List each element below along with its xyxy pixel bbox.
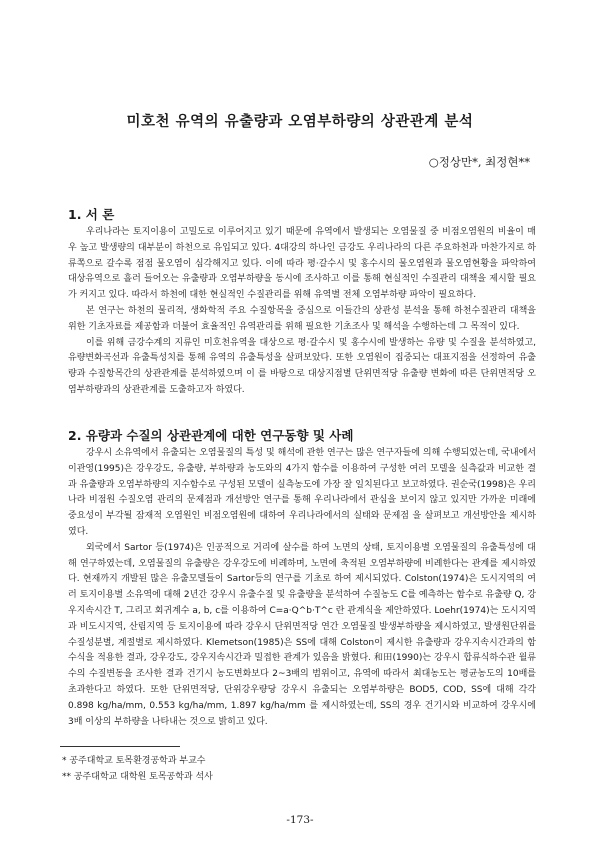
section-heading-research-trends: 2. 유량과 수질의 상관관계에 대한 연구동향 및 사례 (68, 428, 354, 443)
paragraph: 우리나라는 토지이용이 고밀도로 이루어지고 있기 때문에 유역에서 발생되는 오염물질 중 비점오염원의 비율이 매우 높고 발생량의 대부분이 하천으로 유입되고 있다. 4대강의 하나인 금강도 우리나라의 다른 주요하천과 마찬가지로 하류쪽으로 갈수록 점점 물오염이 심각해지고 있다. 이에 따라 평·갈수시 및 홍수시의 물오염원과 물오염현황을 파악하여 대상유역으로 흘러 들어오는 유출량과 오염부하량을 동시에 조사하고 이를 통해 현실적인 수질관리 대책을 제시할 필요가 커지고 있다. 따라서 하천에 대한 현실적인 수질관리를 위해 유역별 전체 오염부하량 파악이 필요하다. (68, 227, 536, 301)
paragraph: 이를 위해 금강수계의 지류인 미호천유역을 대상으로 평·갈수시 및 홍수시에 발생하는 유량 및 수질을 분석하였고, 유량변화곡선과 유출특성치를 통해 유역의 유출특성을 살펴보았다. 또한 오염원이 집중되는 대표지점을 선정하여 유출량과 수질항목간의 상관관계를 분석하였으며 이 를 바탕으로 대상지점별 단위면적당 유출량 변화에 따른 단위면적당 오염부하량과의 상관관계를 도출하고자 하였다. (68, 337, 536, 395)
section-body-research-trends (68, 446, 536, 730)
page-number: -173- (286, 814, 314, 826)
section-heading-introduction: 1. 서 론 (68, 207, 115, 222)
authors-line: ○정상만*, 최정현** (428, 155, 530, 169)
paragraph: 외국에서 Sartor 등(1974)은 인공적으로 거리에 살수를 하여 노면의 상태, 토지이용별 오염물질의 유출특성에 대해 연구하였는데, 오염물질의 유출량은 강우강도에 비례하며, 노면에 축적된 오염부하량에 비례한다는 관계를 제시하였다. 현재까지 개발된 많은 유출모델들이 Sartor등의 연구를 기초로 하여 제시되었다. Colston(1974)은 도시지역의 여러 토지이용별 소유역에 대해 2년간 강우시 유출수질 및 유출량을 분석하여 수질농도 C를 예측하는 함수로 유출량 Q, 강우지속시간 T, 그리고 회귀계수 a, b, c를 이용하여 C=a·Q^b·T^c 란 관계식을 제안하였다. Loehr(1974)는 도시지역과 비도시지역, 산림지역 등 토지이용에 따라 강우시 단위면적당 연간 오염물질 발생부하량을 제시하였고, 발생원단위를 수질성분별, 계절별로 제시하였다. Klemetson(1985)은 SS에 대해 Colston이 제시한 유출량과 강우지속시간과의 함수식을 적용한 결과, 강우강도, 강우지속시간과 밀접한 관계가 있음을 밝혔다. 和田(1990)는 강우시 합류식하수관 월류수의 수질변동을 조사한 결과 건기시 농도변화보다 2~3배의 범위이고, 유역에 따라서 최대농도는 평균농도의 10배를 초과한다고 하였다. 또한 단위면적당, 단위강우량당 강우시 유출되는 오염부하량은 BOD5, COD, SS에 대해 각각 0.898 kg/ha/mm, 0.553 kg/ha/mm, 1.897 kg/ha/mm 를 제시하였는데, SS의 경우 건기시와 비교하여 강우시에 3배 이상의 부하량을 나타내는 것으로 밝히고 있다. (68, 542, 536, 727)
paragraph: 강우시 소유역에서 유출되는 오염물질의 특성 및 해석에 관한 연구는 많은 연구자들에 의해 수행되었는데, 국내에서 이관영(1995)은 강우강도, 유출량, 부하량과 농도와의 4가지 함수를 이용하여 구성한 여러 모델을 실측값과 비교한 결과 유출량과 오염부하량의 지수함수로 구성된 모델이 실측농도에 가장 잘 일치된다고 보고하였다. 권순국(1998)은 우리나라 비점원 수질오염 관리의 문제점과 개선방안 연구를 통해 우리나라에서 관심을 보이지 않고 있지만 가까운 미래에 중요성이 부각될 잠재적 오염원인 비점오염원에 대하여 우리나라에서의 실태와 문제점 을 살펴보고 개선방안을 제시하였다. (68, 448, 536, 537)
paragraph: 본 연구는 하천의 물리적, 생화학적 주요 수질항목을 중심으로 이들간의 상관성 분석을 통해 하천수질관리 대책을 위한 기초자료를 제공함과 더불어 효율적인 유역관리를 위해 필요한 기초조사 및 해석을 수행하는데 그 목적이 있다. (68, 305, 536, 332)
paper-title: 미호천 유역의 유출량과 오염부하량의 상관관계 분석 (126, 113, 474, 130)
footnote-first-author: * 공주대학교 토목환경공학과 부교수 (62, 756, 206, 766)
footnote-second-author: ** 공주대학교 대학원 토목공학과 석사 (62, 772, 213, 782)
section-body-introduction (68, 225, 536, 399)
footnote-divider (60, 746, 180, 747)
